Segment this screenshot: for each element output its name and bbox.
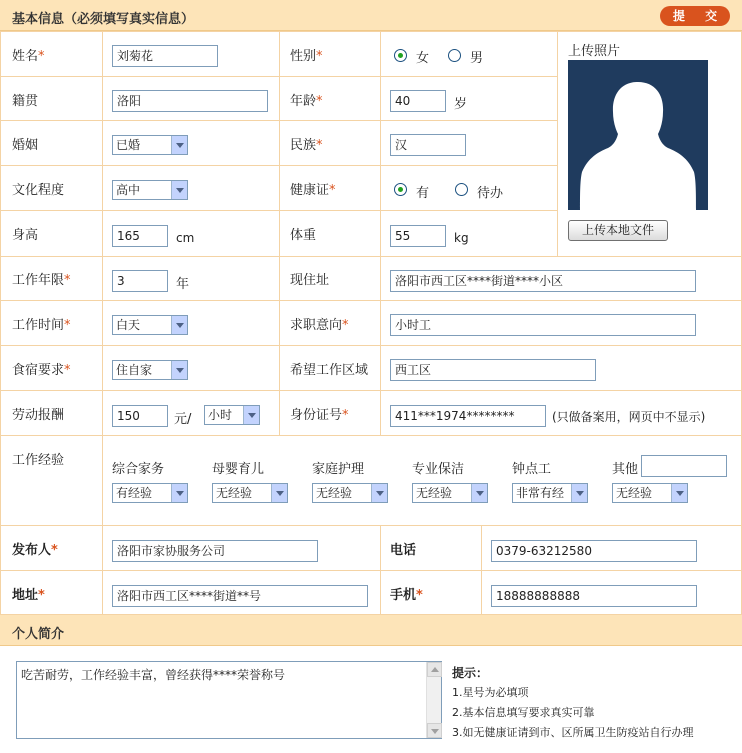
pay-input[interactable]: 150 xyxy=(112,405,168,427)
mobile-input[interactable]: 18888888888 xyxy=(491,585,697,607)
chevron-down-icon xyxy=(271,484,287,502)
gender-female-label: 女 xyxy=(416,51,430,66)
submit-button[interactable]: 提 交 xyxy=(660,6,730,26)
board-value: 住自家 xyxy=(116,363,153,377)
experience-select[interactable] xyxy=(312,483,388,503)
experience-label: 工作经验 xyxy=(12,453,65,468)
height-input[interactable]: 165 xyxy=(112,225,168,247)
age-label: 年龄* xyxy=(290,94,323,109)
col-divider xyxy=(481,525,482,614)
tip-item: 1.星号为必填项 xyxy=(452,686,529,699)
work-time-select[interactable] xyxy=(112,315,188,335)
work-time-value: 白天 xyxy=(116,318,141,332)
experience-item-name: 钟点工 xyxy=(512,462,552,477)
ethnicity-input[interactable]: 汉 xyxy=(390,134,466,156)
pay-period-select[interactable] xyxy=(204,405,260,425)
age-unit: 岁 xyxy=(454,97,468,112)
education-select[interactable] xyxy=(112,180,188,200)
height-unit: cm xyxy=(176,231,195,245)
education-value: 高中 xyxy=(116,183,141,197)
health-cert-label: 健康证* xyxy=(290,183,336,198)
chevron-down-icon xyxy=(171,136,187,154)
work-time-label: 工作时间* xyxy=(12,318,71,333)
work-area-input[interactable]: 西工区 xyxy=(390,359,596,381)
scroll-down-icon[interactable] xyxy=(427,723,442,738)
chevron-down-icon xyxy=(171,316,187,334)
weight-label: 体重 xyxy=(290,228,317,243)
experience-value: 非常有经 xyxy=(516,486,565,500)
experience-value: 无经验 xyxy=(316,486,353,500)
work-years-unit: 年 xyxy=(176,277,190,292)
experience-value: 无经验 xyxy=(616,486,653,500)
hometown-label: 籍贯 xyxy=(12,94,39,109)
work-years-input[interactable]: 3 xyxy=(112,270,168,292)
intro-title: 个人简介 xyxy=(12,627,65,642)
job-intent-label: 求职意向* xyxy=(290,318,349,333)
experience-value: 无经验 xyxy=(416,486,453,500)
age-input[interactable]: 40 xyxy=(390,90,446,112)
tips-title: 提示： xyxy=(452,666,489,680)
experience-item-name: 家庭护理 xyxy=(312,462,365,477)
board-select[interactable] xyxy=(112,360,188,380)
pay-unit: 元/ xyxy=(174,412,192,427)
board-label: 食宿要求* xyxy=(12,363,71,378)
col-divider xyxy=(557,31,558,256)
health-cert-pending-radio[interactable] xyxy=(455,183,468,196)
hometown-input[interactable]: 洛阳 xyxy=(112,90,268,112)
weight-unit: kg xyxy=(454,231,469,245)
gender-male-label: 男 xyxy=(470,51,484,66)
gender-female-radio[interactable] xyxy=(394,49,407,62)
chevron-down-icon xyxy=(171,181,187,199)
publisher-input[interactable]: 洛阳市家协服务公司 xyxy=(112,540,318,562)
col-divider xyxy=(279,31,280,435)
chevron-down-icon xyxy=(671,484,687,502)
row-divider xyxy=(0,390,742,391)
row-divider xyxy=(0,300,742,301)
education-label: 文化程度 xyxy=(12,183,65,198)
marriage-select[interactable] xyxy=(112,135,188,155)
experience-select[interactable] xyxy=(212,483,288,503)
intro-scrollbar[interactable] xyxy=(426,662,441,738)
experience-select[interactable] xyxy=(412,483,488,503)
work-years-label: 工作年限* xyxy=(12,273,71,288)
address-input[interactable]: 洛阳市西工区****街道**号 xyxy=(112,585,368,607)
chevron-down-icon xyxy=(371,484,387,502)
experience-other-input[interactable] xyxy=(641,455,727,477)
row-divider xyxy=(0,525,742,526)
ethnicity-label: 民族* xyxy=(290,138,323,153)
publisher-label: 发布人* xyxy=(12,543,58,558)
experience-item-name: 母婴育儿 xyxy=(212,462,265,477)
avatar-silhouette-icon xyxy=(568,60,708,210)
experience-value: 有经验 xyxy=(116,486,153,500)
intro-text: 吃苦耐劳，工作经验丰富，曾经获得****荣誉称号 xyxy=(21,668,286,682)
profile-photo xyxy=(568,60,708,210)
height-label: 身高 xyxy=(12,228,39,243)
marriage-label: 婚姻 xyxy=(12,138,39,153)
phone-input[interactable]: 0379-63212580 xyxy=(491,540,697,562)
pay-label: 劳动报酬 xyxy=(12,408,65,423)
row-divider xyxy=(0,345,742,346)
id-no-input[interactable]: 411***1974******** xyxy=(390,405,546,427)
row-divider xyxy=(0,570,742,571)
health-cert-yes-radio[interactable] xyxy=(394,183,407,196)
gender-male-radio[interactable] xyxy=(448,49,461,62)
intro-header xyxy=(0,615,742,646)
experience-item-name: 其他 xyxy=(612,462,639,477)
gender-label: 性别* xyxy=(290,49,323,64)
chevron-down-icon xyxy=(171,361,187,379)
experience-select[interactable] xyxy=(112,483,188,503)
chevron-down-icon xyxy=(171,484,187,502)
phone-label: 电话 xyxy=(390,543,417,558)
upload-photo-button[interactable]: 上传本地文件 xyxy=(568,220,668,241)
address-now-input[interactable]: 洛阳市西工区****街道****小区 xyxy=(390,270,696,292)
tip-item: 3.如无健康证请到市、区所属卫生防疫站自行办理 xyxy=(452,726,694,739)
col-divider xyxy=(102,31,103,614)
experience-select[interactable] xyxy=(512,483,588,503)
scroll-up-icon[interactable] xyxy=(427,662,442,677)
health-cert-pending-label: 待办 xyxy=(477,186,504,201)
col-divider xyxy=(380,525,381,614)
chevron-down-icon xyxy=(571,484,587,502)
col-divider xyxy=(380,31,381,435)
form-header xyxy=(0,0,742,31)
chevron-down-icon xyxy=(471,484,487,502)
weight-input[interactable]: 55 xyxy=(390,225,446,247)
experience-item-name: 综合家务 xyxy=(112,462,165,477)
mobile-label: 手机* xyxy=(390,588,423,603)
id-no-note: (只做备案用，网页中不显示) xyxy=(552,410,706,424)
work-area-label: 希望工作区域 xyxy=(290,363,369,378)
pay-period-value: 小时 xyxy=(208,408,233,422)
chevron-down-icon xyxy=(243,406,259,424)
photo-label: 上传照片 xyxy=(568,44,621,59)
tip-item: 2.基本信息填写要求真实可靠 xyxy=(452,706,595,719)
health-cert-yes-label: 有 xyxy=(416,186,430,201)
name-input[interactable]: 刘菊花 xyxy=(112,45,218,67)
experience-item-name: 专业保洁 xyxy=(412,462,465,477)
col-divider xyxy=(0,31,1,614)
row-divider xyxy=(0,256,742,257)
experience-value: 无经验 xyxy=(216,486,253,500)
experience-select[interactable] xyxy=(612,483,688,503)
row-divider xyxy=(0,435,742,436)
name-label: 姓名* xyxy=(12,49,45,64)
row-divider xyxy=(0,31,742,32)
address-label: 地址* xyxy=(12,588,45,603)
marriage-value: 已婚 xyxy=(116,138,141,152)
intro-textarea[interactable] xyxy=(16,661,442,739)
address-now-label: 现住址 xyxy=(290,273,330,288)
form-title: 基本信息（必须填写真实信息） xyxy=(12,12,195,27)
job-intent-input[interactable]: 小时工 xyxy=(390,314,696,336)
id-no-label: 身份证号* xyxy=(290,408,349,423)
